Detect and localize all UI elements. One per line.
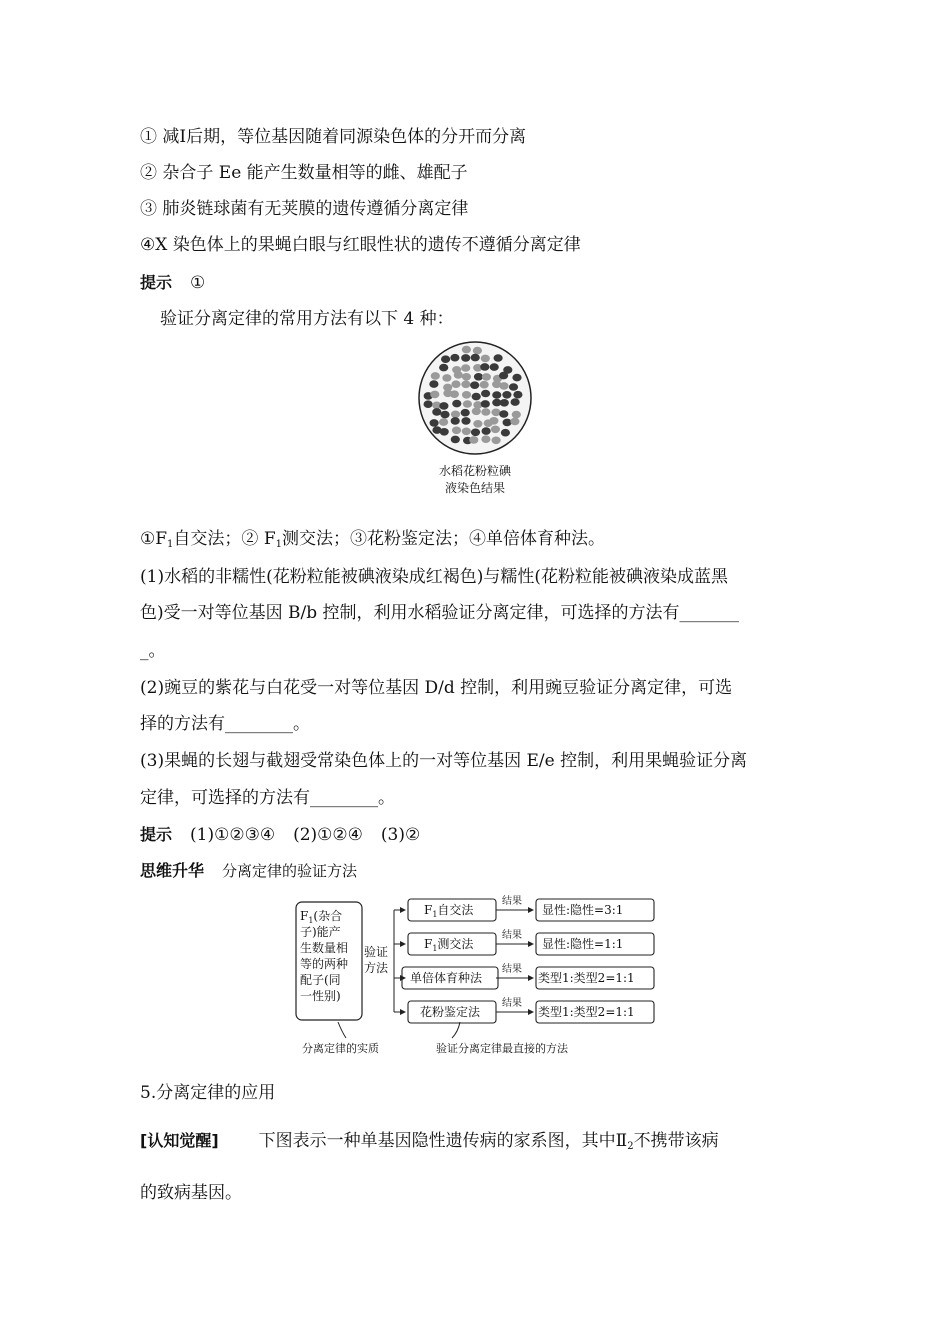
pollen-grain [482, 373, 491, 381]
answer-2: (2)①②④ [293, 825, 363, 845]
pollen-grain [471, 429, 480, 437]
result-1: 显性:隐性=3:1 [542, 903, 624, 917]
left-box-line-2: 子)能产 [300, 925, 341, 939]
method-1-prefix: ①F [140, 529, 168, 549]
pollen-grain [470, 381, 479, 389]
pollen-grain [481, 355, 490, 363]
pollen-grain [492, 391, 501, 399]
pollen-grain [461, 354, 470, 362]
awareness-text: 下图表示一种单基因隐性遗传病的家系图，其中Ⅱ [258, 1131, 628, 1151]
subscript: 1 [167, 539, 174, 550]
thinking-title: 分离定律的验证方法 [222, 862, 358, 880]
pollen-grain [440, 411, 449, 419]
awareness-text-end: 不携带该病 [633, 1131, 719, 1151]
pollen-grain [471, 354, 480, 362]
annotation-direct-method: 验证分离定律最直接的方法 [436, 1042, 568, 1055]
question-1-line-1: (1)水稻的非糯性(花粉粒能被碘液染成红褐色)与糯性(花粉粒能被碘液染成蓝黑 [140, 567, 728, 587]
pollen-grain [499, 410, 508, 418]
method-3: 单倍体育种法 [410, 971, 483, 985]
left-box-line-5: 配子(同 [300, 973, 341, 987]
pollen-grain [451, 380, 460, 388]
pollen-grain [432, 408, 441, 416]
hint-label: 提示 [140, 825, 173, 844]
pollen-grain [481, 390, 490, 398]
annotation-essence: 分离定律的实质 [302, 1042, 379, 1055]
pollen-grain [429, 380, 438, 388]
question-2-line-2: 择的方法有________。 [140, 714, 310, 734]
pollen-grain [431, 372, 440, 380]
result-label-4: 结果 [502, 998, 522, 1009]
pollen-grain [499, 382, 508, 390]
pollen-grain [491, 426, 500, 434]
pollen-grain [492, 437, 501, 445]
pollen-grain [480, 381, 489, 389]
pollen-grain [451, 436, 460, 444]
pollen-grain [439, 402, 448, 410]
subscript: 1 [275, 539, 282, 550]
pollen-grain [501, 429, 510, 437]
left-box-line-1: $F_1$(杂合 [300, 909, 343, 925]
pollen-grain [480, 363, 489, 371]
pollen-grain [513, 391, 522, 399]
pollen-grain [473, 420, 482, 428]
pollen-grain [490, 363, 499, 371]
pollen-grain [454, 371, 463, 379]
pollen-grain [512, 374, 521, 382]
subscript: 2 [627, 1141, 634, 1152]
method-4: 花粉鉴定法 [420, 1005, 481, 1019]
pollen-grain [481, 408, 490, 416]
pollen-grain [511, 398, 520, 406]
pollen-grain [499, 372, 508, 380]
pollen-grain [461, 364, 470, 372]
method-2: $F_1$测交法 [424, 937, 474, 953]
result-label-1: 结果 [502, 896, 522, 907]
pollen-grain [482, 427, 491, 435]
hint-answer: ① [190, 273, 206, 293]
pollen-grain [442, 374, 451, 382]
figure-caption-1: 水稻花粉粒碘 [438, 464, 511, 478]
awareness-line-2: 的致病基因。 [140, 1183, 242, 1203]
pollen-grain [481, 400, 490, 408]
left-box-line-6: 一性别) [300, 989, 341, 1003]
hint-2 [140, 824, 420, 846]
pollen-grain [491, 409, 500, 417]
pollen-grain [469, 436, 478, 444]
pollen-grain [510, 418, 519, 426]
result-4: 类型1:类型2=1:1 [538, 1005, 635, 1019]
pollen-grain [494, 354, 503, 362]
methods-intro: 验证分离定律的常用方法有以下 4 种： [160, 309, 454, 329]
pollen-grain [430, 391, 439, 399]
result-label-3: 结果 [502, 964, 522, 975]
result-3: 类型1:类型2=1:1 [538, 971, 635, 985]
pollen-grain [424, 400, 433, 408]
thinking-heading [140, 860, 357, 882]
pollen-grain [463, 400, 472, 408]
pollen-grain [461, 409, 470, 417]
statement-2: ② 杂合子 Ee 能产生数量相等的雌、雄配子 [140, 163, 468, 183]
pollen-grain [462, 391, 471, 399]
pollen-grain [451, 411, 460, 419]
pollen-grain [441, 355, 450, 363]
pollen-grain [451, 417, 460, 425]
question-3-line-2: 定律，可选择的方法有________。 [140, 788, 395, 808]
section-5-heading: 5.分离定律的应用 [140, 1083, 276, 1103]
method-2-text: 测交法；③花粉鉴定法；④单倍体育种法。 [282, 529, 605, 549]
statement-1: ① 减Ⅰ后期，等位基因随着同源染色体的分开而分离 [140, 127, 527, 147]
statement-4: ④X 染色体上的果蝇白眼与红眼性状的遗传不遵循分离定律 [140, 235, 581, 255]
pollen-grain [500, 399, 509, 407]
method-1: $F_1$自交法 [424, 903, 474, 919]
figure-caption-2: 液染色结果 [444, 481, 505, 495]
left-box-line-3: 生数量相 [300, 941, 349, 955]
result-label-2: 结果 [502, 930, 522, 941]
question-1-line-3: _。 [140, 641, 166, 661]
pollen-grain [439, 364, 448, 372]
hint-label: 提示 [140, 273, 173, 292]
result-2: 显性:隐性=1:1 [542, 937, 624, 951]
pollen-grain [439, 418, 448, 426]
pollen-grain [452, 400, 461, 408]
left-box-line-4: 等的两种 [300, 957, 349, 971]
awareness-label: [认知觉醒] [140, 1131, 219, 1150]
statement-3: ③ 肺炎链球菌有无荚膜的遗传遵循分离定律 [140, 199, 469, 219]
pollen-grain [462, 428, 471, 436]
pollen-grain [462, 346, 471, 354]
verification-diagram [290, 890, 670, 1062]
question-2-line-1: (2)豌豆的紫花与白花受一对等位基因 D/d 控制，利用豌豆验证分离定律，可选 [140, 678, 733, 698]
answer-1: (1)①②③④ [190, 825, 276, 845]
pollen-grain [452, 427, 461, 435]
awareness-paragraph [140, 1130, 719, 1158]
hint-1 [140, 272, 205, 294]
pollen-grain [450, 390, 459, 398]
pollen-grain [503, 419, 512, 427]
pollen-grain [473, 347, 482, 355]
method-1-text: 自交法；② F [173, 529, 276, 549]
thinking-label: 思维升华 [140, 861, 205, 880]
pollen-grain [461, 417, 470, 425]
question-1-line-2: 色)受一对等位基因 B/b 控制，利用水稻验证分离定律，可选择的方法有_______ [140, 603, 740, 623]
pollen-grain [509, 383, 518, 391]
pollen-grain [461, 381, 470, 389]
pollen-grain [450, 354, 459, 362]
methods-list [140, 528, 605, 556]
pollen-stain-figure [400, 336, 550, 462]
pollen-grain [502, 391, 511, 399]
pollen-grain [440, 428, 449, 436]
pollen-grain [462, 373, 471, 381]
verify-label-1: 验证 [364, 945, 389, 959]
pollen-grain [430, 419, 439, 427]
pollen-grain [489, 417, 498, 425]
pollen-grain [472, 393, 481, 401]
pollen-grain [512, 411, 521, 419]
question-3-line-1: (3)果蝇的长翅与截翅受常染色体上的一对等位基因 E/e 控制，利用果蝇验证分离 [140, 751, 748, 771]
pollen-grain [472, 408, 481, 416]
answer-3: (3)② [380, 825, 421, 845]
verify-label-2: 方法 [364, 961, 389, 975]
pollen-grain [474, 373, 483, 381]
pollen-grain [481, 435, 490, 443]
